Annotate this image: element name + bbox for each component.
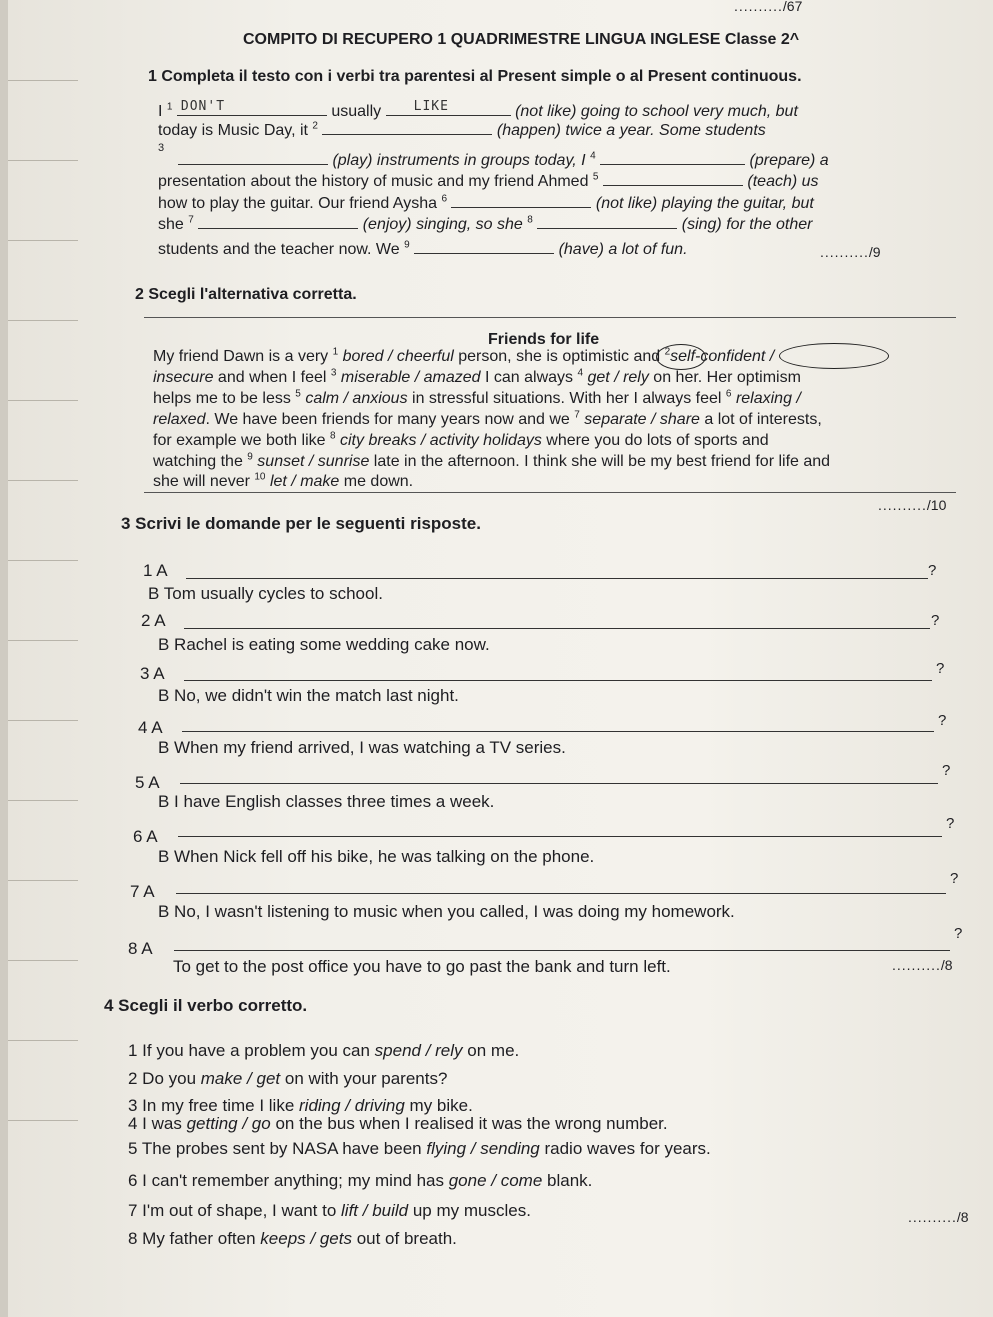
- question-mark: ?: [936, 660, 945, 677]
- ex4-item-1: 1 If you have a problem you can spend / rely on me.: [128, 1041, 520, 1060]
- blank-9[interactable]: [537, 214, 677, 229]
- ex1-line-6: she $^7$ (enjoy) singing, so she $^8$ (sing) for the other: [158, 214, 813, 233]
- ex3-q2-label: 2 A: [141, 611, 166, 630]
- margin-line: [8, 80, 78, 81]
- margin-line: [8, 880, 78, 881]
- ex3-q1-answer-line[interactable]: [186, 578, 928, 579]
- ex3-title: 3 Scrivi le domande per le seguenti risposte.: [121, 514, 481, 533]
- ex1-line-1: I $^1$ DON'T usually LIKE (not like) going to school very much, but: [158, 99, 798, 120]
- answer-circle: [779, 343, 889, 369]
- handwritten-answer-1: DON'T: [180, 99, 226, 114]
- ex2-line-6: watching the $^9$ sunset / sunrise late in the afternoon. I think she will be my best friend for life and: [153, 451, 831, 470]
- ex3-q6-label: 6 A: [133, 827, 158, 846]
- margin-line: [8, 160, 78, 161]
- margin-line: [8, 640, 78, 641]
- ex2-line-4: relaxed. We have been friends for many years now and we $^7$ separate / share a lot of interests,: [153, 409, 822, 428]
- ex3-q1-label: 1 A: [143, 561, 168, 580]
- margin-line: [8, 240, 78, 241]
- margin-line: [8, 1040, 78, 1041]
- ex2-line-3: helps me to be less $^5$ calm / anxious in stressful situations. With her I always feel $^6$ relaxing /: [153, 388, 801, 407]
- question-mark: ?: [950, 870, 959, 887]
- worksheet-page: [8, 0, 993, 1317]
- ex3-q5-label: 5 A: [135, 773, 160, 792]
- ex3-q3-answer-line[interactable]: [184, 680, 932, 681]
- question-mark: ?: [946, 815, 955, 832]
- margin-line: [8, 480, 78, 481]
- ex4-item-8: 8 My father often keeps / gets out of breath.: [128, 1229, 457, 1248]
- ex4-item-7: 7 I'm out of shape, I want to lift / build up my muscles.: [128, 1201, 531, 1220]
- ex3-b4: B When my friend arrived, I was watching a TV series.: [158, 738, 566, 757]
- total-score: ........../67: [734, 0, 803, 14]
- ex2-line-7: she will never $^{10}$ let / make me down.: [153, 471, 414, 490]
- ex4-item-2: 2 Do you make / get on with your parents?: [128, 1069, 448, 1088]
- handwritten-answer-2: LIKE: [413, 99, 449, 114]
- ex1-title: 1 Completa il testo con i verbi tra parentesi al Present simple o al Present continuous.: [148, 68, 802, 85]
- margin-line: [8, 400, 78, 401]
- ex2-line-2: insecure and when I feel $^3$ miserable / amazed I can always $^4$ get / rely on her. Her optimism: [153, 367, 801, 386]
- question-mark: ?: [928, 562, 937, 579]
- question-mark: ?: [931, 612, 940, 629]
- ex3-b7: B No, I wasn't listening to music when you called, I was doing my homework.: [158, 902, 735, 921]
- ex3-b8: To get to the post office you have to go past the bank and turn left.: [173, 957, 671, 976]
- ex3-b2: B Rachel is eating some wedding cake now.: [158, 635, 490, 654]
- blank-8[interactable]: [198, 214, 358, 229]
- question-mark: ?: [954, 925, 963, 942]
- ex3-b1: B Tom usually cycles to school.: [148, 584, 383, 603]
- ex4-item-5: 5 The probes sent by NASA have been flying / sending radio waves for years.: [128, 1139, 711, 1158]
- ex1-line-3: (play) instruments in groups today, I $^4$ (prepare) a: [178, 150, 829, 171]
- ex2-score: ........../10: [878, 497, 947, 513]
- reading-title: Friends for life: [488, 331, 600, 348]
- ex3-b6: B When Nick fell off his bike, he was talking on the phone.: [158, 847, 595, 866]
- ex1-line-2: today is Music Day, it $^2$ (happen) twice a year. Some students: [158, 120, 766, 139]
- ex4-title: 4 Scegli il verbo corretto.: [104, 996, 308, 1015]
- blank-7[interactable]: [451, 193, 591, 208]
- ex3-q5-answer-line[interactable]: [180, 783, 938, 784]
- ex3-b3: B No, we didn't win the match last night.: [158, 686, 459, 705]
- margin-line: [8, 960, 78, 961]
- ex3-b5: B I have English classes three times a week.: [158, 792, 495, 811]
- ex1-line-7: students and the teacher now. We $^9$ (have) a lot of fun.: [158, 239, 688, 258]
- question-mark: ?: [938, 712, 947, 729]
- answer-circle: [656, 344, 706, 370]
- ex2-line-1: My friend Dawn is a very $^1$ bored / cheerful person, she is optimistic and $^2$self-confident /: [153, 346, 775, 365]
- ex3-q4-label: 4 A: [138, 718, 163, 737]
- blank-6[interactable]: [603, 171, 743, 186]
- blank-1[interactable]: [177, 101, 327, 116]
- ex2-line-5: for example we both like $^8$ city breaks / activity holidays where you do lots of sports and: [153, 430, 769, 449]
- ex3-score: ........../8: [892, 957, 953, 973]
- margin-line: [8, 800, 78, 801]
- ex3-q6-answer-line[interactable]: [178, 836, 942, 837]
- blank-10[interactable]: [414, 239, 554, 254]
- margin-line: [8, 560, 78, 561]
- margin-line: [8, 320, 78, 321]
- ex2-title: 2 Scegli l'alternativa corretta.: [135, 286, 357, 303]
- page-title: COMPITO DI RECUPERO 1 QUADRIMESTRE LINGUA INGLESE Classe 2^: [243, 31, 800, 48]
- margin-line: [8, 1120, 78, 1121]
- ex1-line-5: how to play the guitar. Our friend Aysha $^6$ (not like) playing the guitar, but: [158, 193, 814, 212]
- ex4-item-6: 6 I can't remember anything; my mind has gone / come blank.: [128, 1171, 593, 1190]
- ex4-item-3: 3 In my free time I like riding / driving my bike.: [128, 1096, 473, 1115]
- ex1-num-3: 3: [158, 142, 165, 154]
- ex3-q3-label: 3 A: [140, 664, 165, 683]
- question-mark: ?: [942, 762, 951, 779]
- blank-5[interactable]: [600, 150, 745, 165]
- ex3-q4-answer-line[interactable]: [182, 731, 934, 732]
- blank-2[interactable]: [386, 101, 511, 116]
- ex3-q7-label: 7 A: [130, 882, 155, 901]
- blank-3[interactable]: [322, 120, 492, 135]
- ex1-score: ........../9: [820, 244, 881, 260]
- blank-4[interactable]: [178, 150, 328, 165]
- ex4-item-4: 4 I was getting / go on the bus when I realised it was the wrong number.: [128, 1114, 668, 1133]
- margin-line: [8, 720, 78, 721]
- ex3-q2-answer-line[interactable]: [184, 628, 930, 629]
- ex3-q8-answer-line[interactable]: [174, 950, 950, 951]
- ex4-score: ........../8: [908, 1209, 969, 1225]
- ex1-line-4: presentation about the history of music and my friend Ahmed $^5$ (teach) us: [158, 171, 819, 190]
- ex3-q7-answer-line[interactable]: [176, 893, 946, 894]
- ex3-q8-label: 8 A: [128, 939, 153, 958]
